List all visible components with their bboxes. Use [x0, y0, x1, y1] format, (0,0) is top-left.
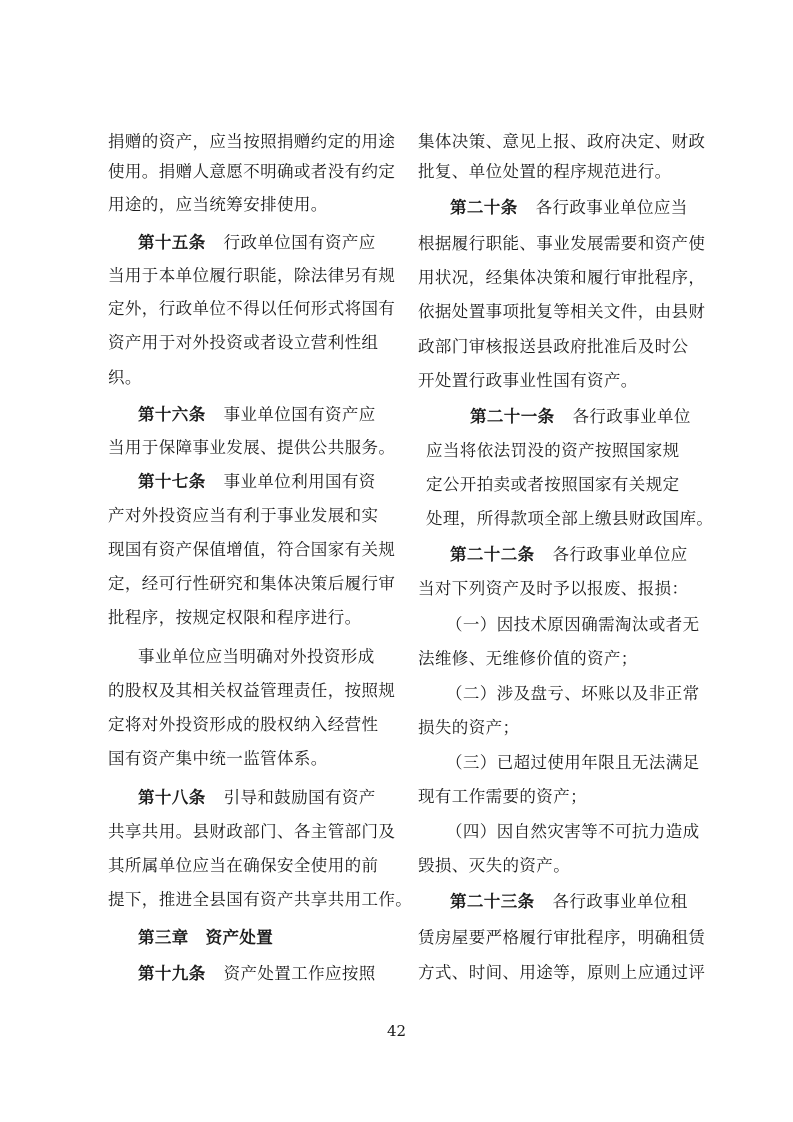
- text-line: 定外，行政单位不得以任何形式将国有: [108, 299, 396, 318]
- article-19-title: 第十九条: [138, 964, 206, 983]
- article-23-line: [450, 892, 688, 912]
- text-line: 用途的，应当统筹安排使用。: [108, 195, 328, 214]
- article-15-text: 行政单位国有资产应: [223, 233, 376, 252]
- article-21-text: 各行政事业单位: [572, 407, 691, 426]
- chapter-3-title: 第三章 资产处置: [138, 928, 274, 947]
- list-item: （一）因技术原因确需淘汰或者无: [446, 615, 700, 634]
- text-line: 使用。捐赠人意愿不明确或者没有约定: [108, 162, 396, 181]
- text-line: 定，经可行性研究和集体决策后履行审: [108, 574, 396, 593]
- article-21-title: 第二十一条: [470, 407, 555, 426]
- article-20-line: [450, 198, 688, 218]
- article-23-text: 各行政事业单位租: [552, 892, 688, 911]
- text-line: 依据处置事项批复等相关文件，由县财: [418, 302, 706, 321]
- article-19-text: 资产处置工作应按照: [223, 964, 376, 983]
- article-16-text: 事业单位国有资产应: [223, 405, 376, 424]
- article-20-title: 第二十条: [450, 198, 518, 217]
- text-line: 共享共用。县财政部门、各主管部门及: [108, 822, 396, 841]
- article-17-text: 事业单位利用国有资: [223, 472, 376, 491]
- article-20-text: 各行政事业单位应当: [535, 198, 688, 217]
- text-line: 应当将依法罚没的资产按照国家规: [426, 441, 680, 460]
- text-line: 定将对外投资形成的股权纳入经营性: [108, 715, 379, 734]
- article-16-line: [138, 405, 376, 425]
- text-line: 损失的资产；: [418, 718, 520, 737]
- text-line: 开处置行政事业性国有资产。: [418, 371, 638, 390]
- article-22-line: [450, 545, 688, 565]
- article-21-line: [470, 407, 691, 427]
- text-line: 批复、单位处置的程序规范进行。: [418, 162, 672, 181]
- article-16-title: 第十六条: [138, 405, 206, 424]
- text-line: 法维修、无维修价值的资产；: [418, 649, 638, 668]
- text-line: 当用于保障事业发展、提供公共服务。: [108, 438, 396, 457]
- article-15-line: [138, 233, 376, 253]
- text-line: 织。: [108, 368, 142, 387]
- text-line: 的股权及其相关权益管理责任，按照规: [108, 681, 396, 700]
- list-item: （四）因自然灾害等不可抗力造成: [446, 822, 700, 841]
- text-line: 事业单位应当明确对外投资形成: [138, 647, 375, 666]
- article-17-title: 第十七条: [138, 472, 206, 491]
- list-item: （三）已超过使用年限且无法满足: [446, 753, 700, 772]
- list-item: （二）涉及盘亏、坏账以及非正常: [446, 684, 700, 703]
- text-line: 现国有资产保值增值，符合国家有关规: [108, 540, 396, 559]
- article-19-line: [138, 964, 376, 984]
- text-line: 处理，所得款项全部上缴县财政国库。: [426, 509, 714, 528]
- text-line: 产对外投资应当有利于事业发展和实: [108, 506, 379, 525]
- article-23-title: 第二十三条: [450, 892, 535, 911]
- text-line: 捐赠的资产，应当按照捐赠约定的用途: [108, 132, 396, 151]
- text-line: 政部门审核报送县政府批准后及时公: [418, 337, 689, 356]
- text-line: 资产用于对外投资或者设立营利性组: [108, 333, 379, 352]
- text-line: 国有资产集中统一监管体系。: [108, 749, 328, 768]
- article-18-text: 引导和鼓励国有资产: [223, 788, 376, 807]
- article-15-title: 第十五条: [138, 233, 206, 252]
- text-line: 当对下列资产及时予以报废、报损：: [418, 579, 689, 598]
- article-17-line: [138, 472, 376, 492]
- text-line: 用状况，经集体决策和履行审批程序，: [418, 268, 706, 287]
- article-18-title: 第十八条: [138, 788, 206, 807]
- text-line: 现有工作需要的资产；: [418, 787, 587, 806]
- article-22-title: 第二十二条: [450, 545, 535, 564]
- text-line: 毁损、灭失的资产。: [418, 856, 571, 875]
- text-line: 定公开拍卖或者按照国家有关规定: [426, 475, 680, 494]
- text-line: 根据履行职能、事业发展需要和资产使: [418, 234, 706, 253]
- article-18-line: [138, 788, 376, 808]
- text-line: 批程序，按规定权限和程序进行。: [108, 608, 362, 627]
- article-22-text: 各行政事业单位应: [552, 545, 688, 564]
- text-line: 当用于本单位履行职能，除法律另有规: [108, 266, 396, 285]
- text-line: 其所属单位应当在确保安全使用的前: [108, 856, 379, 875]
- text-line: 提下，推进全县国有资产共享共用工作。: [108, 890, 413, 909]
- text-line: 赁房屋要严格履行审批程序，明确租赁: [418, 928, 706, 947]
- text-line: 集体决策、意见上报、政府决定、财政: [418, 132, 706, 151]
- text-line: 方式、时间、用途等，原则上应通过评: [418, 963, 706, 982]
- page-number: 42: [386, 1022, 407, 1040]
